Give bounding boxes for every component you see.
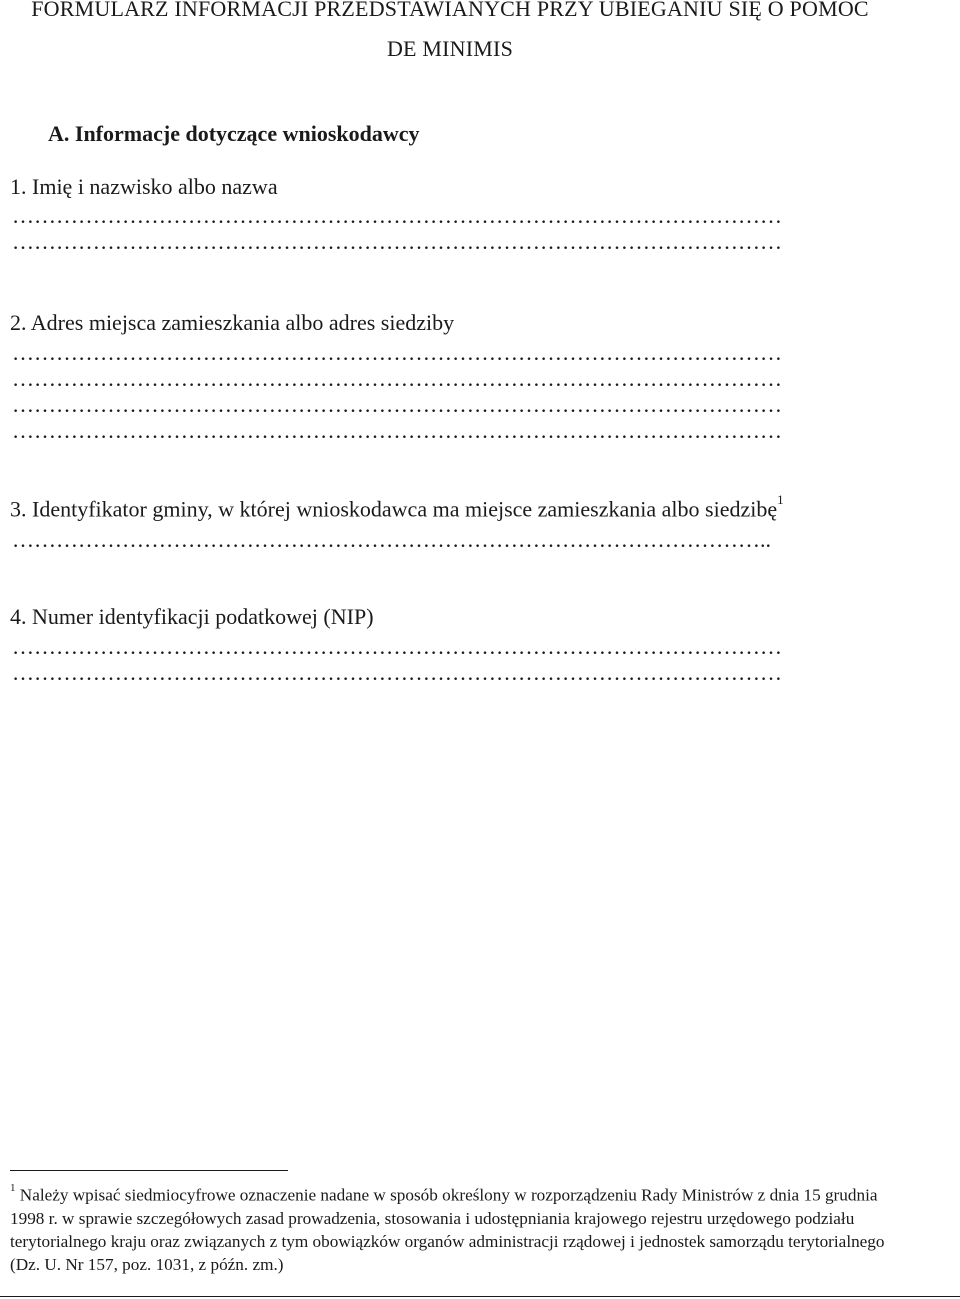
- field-3-label: [10, 492, 784, 522]
- page-bottom-border: [0, 1296, 960, 1297]
- field-2-line-1[interactable]: ……………………………………………………………………………………………: [12, 340, 782, 365]
- field-2-label: 2. Adres miejsca zamieszkania albo adres siedziby: [10, 310, 455, 335]
- field-2-line-2[interactable]: ……………………………………………………………………………………………: [12, 366, 782, 391]
- footnote-marker: 1: [10, 1182, 16, 1194]
- footnote: [10, 1180, 910, 1276]
- field-1-line-2[interactable]: ……………………………………………………………………………………………: [12, 229, 782, 254]
- field-4-label: 4. Numer identyfikacji podatkowej (NIP): [10, 604, 374, 629]
- field-3-footnote-ref: 1: [777, 492, 784, 507]
- section-a-heading: A. Informacje dotyczące wnioskodawcy: [48, 121, 420, 146]
- field-4-line-1[interactable]: ……………………………………………………………………………………………: [12, 634, 782, 659]
- field-3-label-text: 3. Identyfikator gminy, w której wnioskodawca ma miejsce zamieszkania albo siedzibę: [10, 496, 778, 522]
- field-1-line-1[interactable]: ……………………………………………………………………………………………: [12, 203, 782, 228]
- field-4-line-2[interactable]: ……………………………………………………………………………………………: [12, 660, 782, 685]
- footnote-separator: [10, 1170, 288, 1171]
- field-2-line-3[interactable]: ……………………………………………………………………………………………: [12, 392, 782, 417]
- form-title-line-1: FORMULARZ INFORMACJI PRZEDSTAWIANYCH PRZY UBIEGANIU SIĘ O POMOC: [31, 0, 869, 21]
- field-3-line-1[interactable]: …………………………………………………………………………………………..: [12, 527, 771, 552]
- field-2-line-4[interactable]: ……………………………………………………………………………………………: [12, 418, 782, 443]
- field-1-label: 1. Imię i nazwisko albo nazwa: [10, 174, 278, 199]
- footnote-text: Należy wpisać siedmiocyfrowe oznaczenie nadane w sposób określony w rozporządzeniu Rady Ministrów z dnia 15 grudnia 1998 r. w sprawie szczegółowych zasad prowadzenia, stosowania i udostępniania krajowego rejestru urzędowego podziału terytorialnego kraju oraz związanych z tym obowiązków organów administracji rządowej i jednostek samorządu terytorialnego (Dz. U. Nr 157, poz. 1031, z późn. zm.): [10, 1185, 885, 1274]
- form-title-line-2: DE MINIMIS: [386, 36, 514, 61]
